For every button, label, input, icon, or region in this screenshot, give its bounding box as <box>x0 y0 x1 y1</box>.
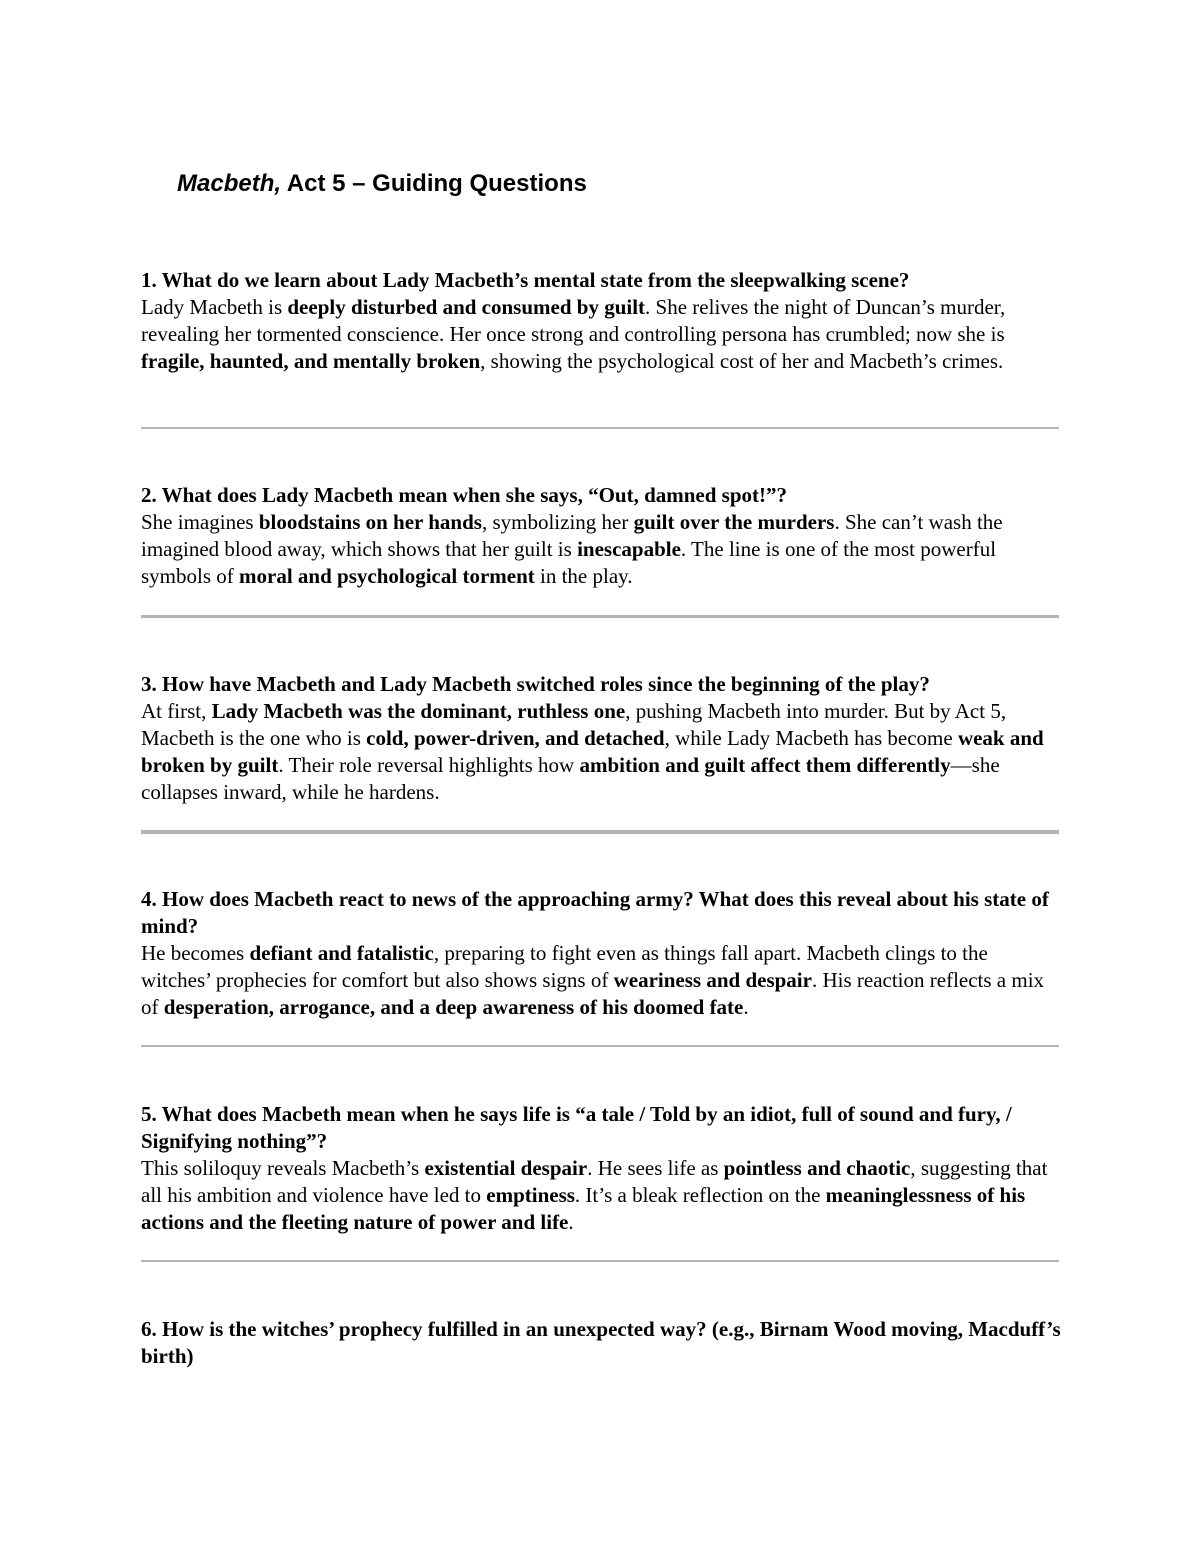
answer-1 <box>141 294 1061 375</box>
answer-segment: At first, <box>141 699 212 723</box>
answer-emphasis: weak and broken by guilt <box>141 726 1044 777</box>
qa-item-3 <box>141 671 1061 806</box>
answer-segment: This soliloquy reveals Macbeth’s <box>141 1156 425 1180</box>
answer-segment: . His reaction reflects a mix of <box>141 968 1045 1019</box>
answer-segment: . <box>743 995 749 1019</box>
answer-emphasis: cold, power-driven, and detached <box>366 726 665 750</box>
answer-segment: , preparing to fight even as things fall apart. Macbeth clings to the witches’ prophecies for comfort but also shows signs of <box>141 941 988 992</box>
question-4: 4. How does Macbeth react to news of the approaching army? What does this reveal about his state of mind? <box>141 887 1049 938</box>
title-italic-part: Macbeth, <box>177 170 282 197</box>
section-divider <box>141 830 1059 834</box>
qa-item-4 <box>141 886 1061 1021</box>
section-divider <box>141 1045 1059 1047</box>
answer-emphasis: deeply disturbed and consumed by guilt <box>287 295 646 319</box>
answer-segment: . <box>568 1210 574 1234</box>
answer-5 <box>141 1155 1061 1236</box>
answer-emphasis: desperation, arrogance, and a deep awareness of his doomed fate <box>163 995 744 1019</box>
answer-segment: He becomes <box>141 941 250 965</box>
answer-emphasis: ambition and guilt affect them differently <box>579 753 951 777</box>
section-divider <box>141 427 1059 429</box>
section-divider <box>141 615 1059 618</box>
answer-segment: , symbolizing her <box>481 510 634 534</box>
answer-segment: She imagines <box>141 510 259 534</box>
answer-segment: , showing the psychological cost of her and Macbeth’s crimes. <box>480 349 1004 373</box>
answer-segment: Lady Macbeth is <box>141 295 288 319</box>
answer-segment: . The line is one of the most powerful symbols of <box>141 537 997 588</box>
answer-emphasis: meaninglessness of his actions and the fleeting nature of power and life <box>141 1183 1026 1234</box>
answer-segment: . He sees life as <box>587 1156 724 1180</box>
answer-2 <box>141 509 1061 590</box>
answer-emphasis: weariness and despair <box>613 968 812 992</box>
answer-segment: in the play. <box>534 564 633 588</box>
answer-3 <box>141 698 1061 806</box>
answer-emphasis: existential despair <box>424 1156 588 1180</box>
answer-emphasis: bloodstains on her hands <box>258 510 482 534</box>
qa-item-5 <box>141 1101 1061 1236</box>
answer-emphasis: guilt over the murders <box>633 510 835 534</box>
answer-segment: . She relives the night of Duncan’s murder, revealing her tormented conscience. Her once strong and controlling persona has crumbled; now she is <box>141 295 1006 346</box>
answer-segment: —she collapses inward, while he hardens. <box>141 753 1000 804</box>
question-5: 5. What does Macbeth mean when he says life is “a tale / Told by an idiot, full of sound and fury, / Signifying nothing”? <box>141 1102 1012 1153</box>
answer-emphasis: Lady Macbeth was the dominant, ruthless one <box>211 699 626 723</box>
answer-4 <box>141 940 1061 1021</box>
question-2: 2. What does Lady Macbeth mean when she says, “Out, damned spot!”? <box>141 483 788 507</box>
question-3: 3. How have Macbeth and Lady Macbeth switched roles since the beginning of the play? <box>141 672 930 696</box>
qa-item-1 <box>141 267 1061 375</box>
title-rest-part: Act 5 – Guiding Questions <box>281 170 587 197</box>
qa-item-6 <box>141 1316 1061 1370</box>
answer-emphasis: emptiness <box>486 1183 575 1207</box>
answer-emphasis: inescapable <box>577 537 681 561</box>
answer-segment: , pushing Macbeth into murder. But by Act 5, Macbeth is the one who is <box>141 699 1007 750</box>
question-1: 1. What do we learn about Lady Macbeth’s mental state from the sleepwalking scene? <box>141 268 910 292</box>
answer-segment: . It’s a bleak reflection on the <box>574 1183 826 1207</box>
section-divider <box>141 1260 1059 1262</box>
answer-emphasis: pointless and chaotic <box>723 1156 911 1180</box>
answer-emphasis: defiant and fatalistic <box>249 941 434 965</box>
question-6: 6. How is the witches’ prophecy fulfilled in an unexpected way? (e.g., Birnam Wood moving, Macduff’s birth) <box>141 1317 1061 1368</box>
answer-segment: . Their role reversal highlights how <box>278 753 580 777</box>
answer-segment: , while Lady Macbeth has become <box>664 726 958 750</box>
answer-emphasis: fragile, haunted, and mentally broken <box>141 349 481 373</box>
answer-segment: , suggesting that all his ambition and violence have led to <box>141 1156 1048 1207</box>
answer-segment: . She can’t wash the imagined blood away, which shows that her guilt is <box>141 510 1003 561</box>
page-title <box>177 168 587 200</box>
qa-item-2 <box>141 482 1061 590</box>
answer-emphasis: moral and psychological torment <box>239 564 535 588</box>
